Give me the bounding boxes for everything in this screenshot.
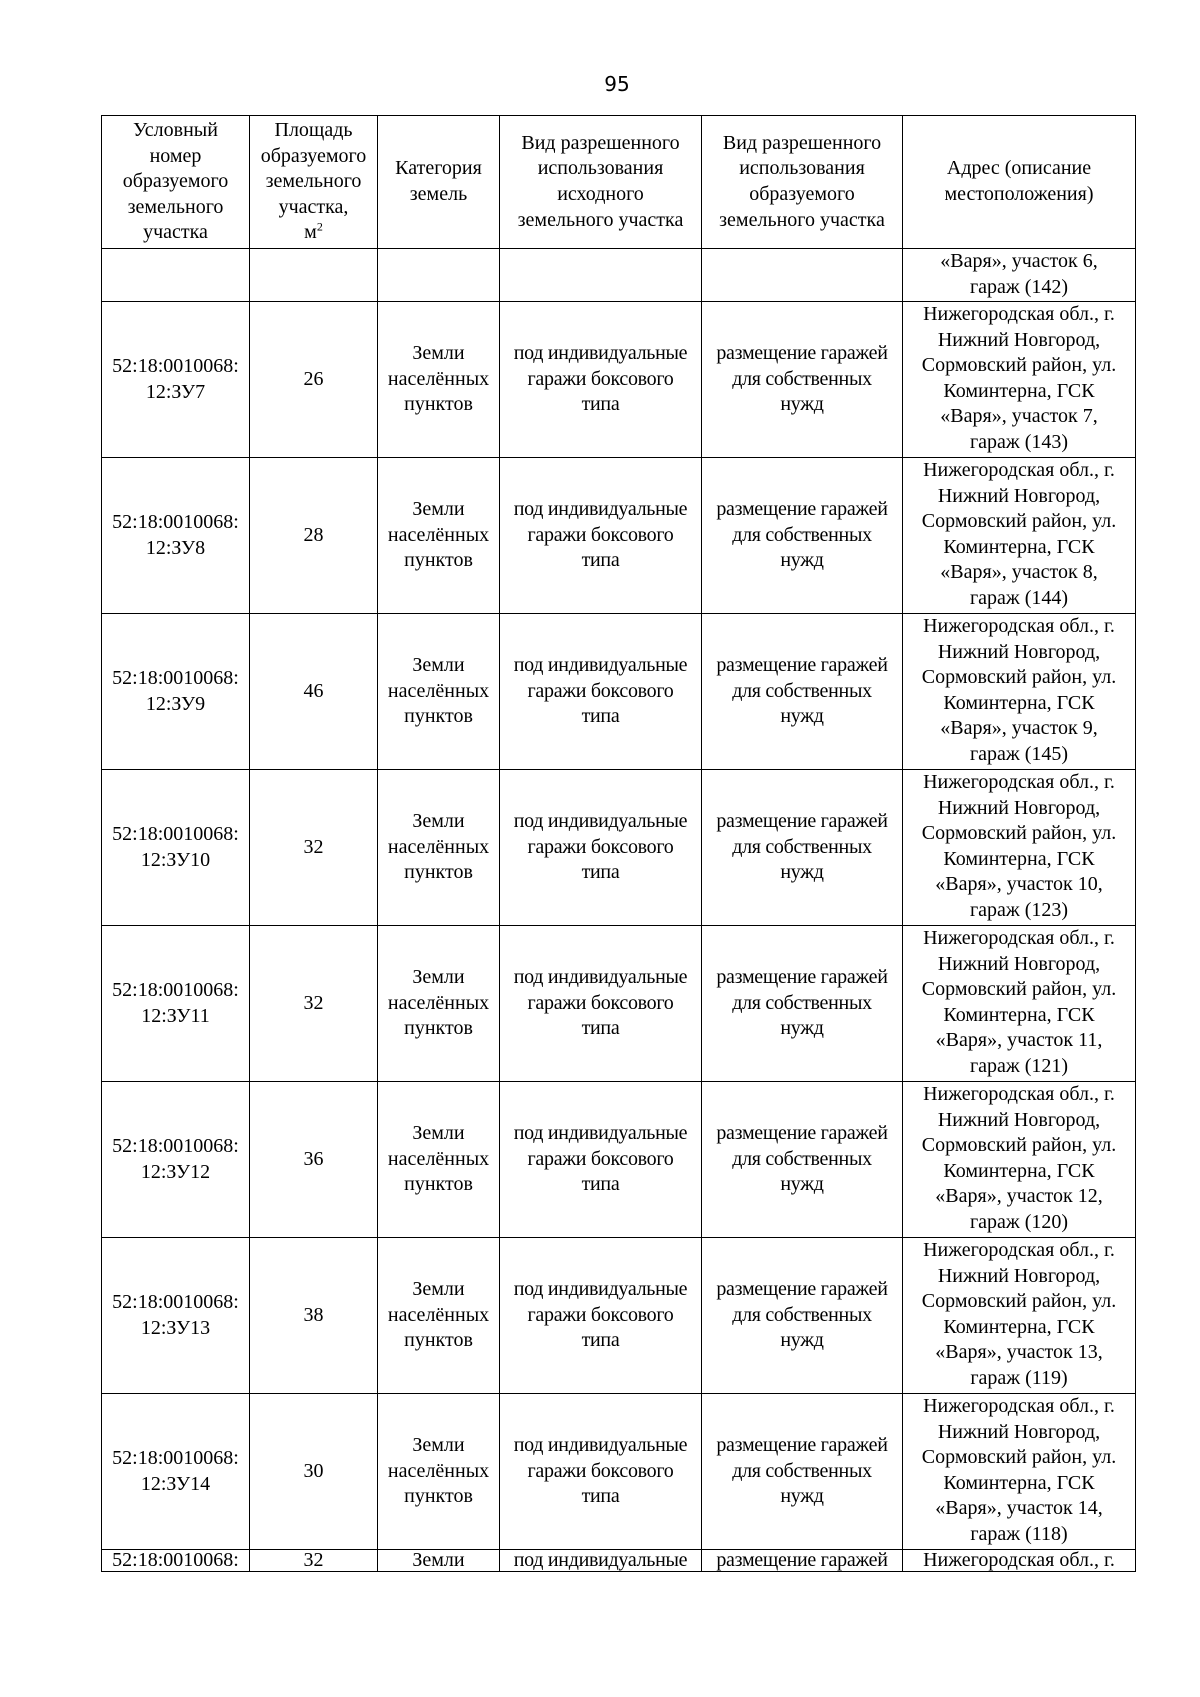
table-row xyxy=(102,1238,1136,1394)
area-unit: м xyxy=(304,221,317,244)
cell-plot-number: 52:18:0010068: 12:ЗУ12 xyxy=(102,1082,250,1238)
table-row xyxy=(102,1082,1136,1238)
cell-address: Нижегородская обл., г. Нижний Новгород, Сормовский район, ул. Коминтерна, ГСК «Варя», участок 8, гараж (144) xyxy=(903,458,1136,614)
cell-land-category: Земли населённых пунктов xyxy=(378,614,500,770)
cell-empty xyxy=(702,249,903,302)
cell-plot-number: 52:18:0010068: 12:ЗУ8 xyxy=(102,458,250,614)
cell-source-use: под индивидуальные xyxy=(500,1550,702,1572)
cell-address: Нижегородская обл., г. Нижний Новгород, Сормовский район, ул. Коминтерна, ГСК «Варя», участок 13, гараж (119) xyxy=(903,1238,1136,1394)
cell-target-use: размещение гаражей для собственных нужд xyxy=(702,770,903,926)
land-plots-table xyxy=(101,115,1136,1572)
cell-land-category: Земли населённых пунктов xyxy=(378,302,500,458)
table-row xyxy=(102,614,1136,770)
cell-area: 26 xyxy=(250,302,378,458)
cell-plot-number: 52:18:0010068: 12:ЗУ14 xyxy=(102,1394,250,1550)
cell-address: Нижегородская обл., г. Нижний Новгород, Сормовский район, ул. Коминтерна, ГСК «Варя», участок 9, гараж (145) xyxy=(903,614,1136,770)
header-area: Площадь образуемого земельного участка, $м^2$ xyxy=(250,116,378,249)
cell-plot-number: 52:18:0010068: 12:ЗУ9 xyxy=(102,614,250,770)
table-row xyxy=(102,770,1136,926)
cell-source-use: под индивидуальные гаражи боксового типа xyxy=(500,770,702,926)
cell-source-use: под индивидуальные гаражи боксового типа xyxy=(500,302,702,458)
table-row-partial xyxy=(102,1550,1136,1572)
cell-address: Нижегородская обл., г. Нижний Новгород, Сормовский район, ул. Коминтерна, ГСК «Варя», участок 7, гараж (143) xyxy=(903,302,1136,458)
cell-target-use: размещение гаражей для собственных нужд xyxy=(702,1238,903,1394)
cell-area: 28 xyxy=(250,458,378,614)
cell-plot-number: 52:18:0010068: 12:ЗУ10 xyxy=(102,770,250,926)
cell-area: 38 xyxy=(250,1238,378,1394)
cell-target-use: размещение гаражей для собственных нужд xyxy=(702,926,903,1082)
cell-area: 36 xyxy=(250,1082,378,1238)
cell-address: Нижегородская обл., г. Нижний Новгород, Сормовский район, ул. Коминтерна, ГСК «Варя», участок 14, гараж (118) xyxy=(903,1394,1136,1550)
cell-plot-number: 52:18:0010068: 12:ЗУ11 xyxy=(102,926,250,1082)
header-address: Адрес (описание местоположения) xyxy=(903,116,1136,249)
cell-source-use: под индивидуальные гаражи боксового типа xyxy=(500,614,702,770)
cell-area: 46 xyxy=(250,614,378,770)
area-unit-exponent: 2 xyxy=(316,219,323,234)
cell-target-use: размещение гаражей для собственных нужд xyxy=(702,458,903,614)
cell-land-category: Земли xyxy=(378,1550,500,1572)
cell-empty xyxy=(500,249,702,302)
header-target-use: Вид разрешенного использования образуемого земельного участка xyxy=(702,116,903,249)
cell-empty xyxy=(250,249,378,302)
cell-plot-number: 52:18:0010068: 12:ЗУ7 xyxy=(102,302,250,458)
cell-land-category: Земли населённых пунктов xyxy=(378,770,500,926)
cell-land-category: Земли населённых пунктов xyxy=(378,1238,500,1394)
header-land-category: Категория земель xyxy=(378,116,500,249)
cell-target-use: размещение гаражей для собственных нужд xyxy=(702,1082,903,1238)
cell-source-use: под индивидуальные гаражи боксового типа xyxy=(500,1394,702,1550)
cell-empty xyxy=(102,249,250,302)
table-row xyxy=(102,302,1136,458)
cell-address: Нижегородская обл., г. xyxy=(903,1550,1136,1572)
cell-target-use: размещение гаражей для собственных нужд xyxy=(702,1394,903,1550)
cell-area: 32 xyxy=(250,770,378,926)
cell-address: Нижегородская обл., г. Нижний Новгород, Сормовский район, ул. Коминтерна, ГСК «Варя», участок 12, гараж (120) xyxy=(903,1082,1136,1238)
cell-empty xyxy=(378,249,500,302)
cell-land-category: Земли населённых пунктов xyxy=(378,1082,500,1238)
cell-source-use: под индивидуальные гаражи боксового типа xyxy=(500,1238,702,1394)
cell-target-use: размещение гаражей для собственных нужд xyxy=(702,614,903,770)
continuation-row xyxy=(102,249,1136,302)
cell-plot-number: 52:18:0010068: 12:ЗУ13 xyxy=(102,1238,250,1394)
cell-area: 30 xyxy=(250,1394,378,1550)
cell-plot-number: 52:18:0010068: xyxy=(102,1550,250,1572)
cell-land-category: Земли населённых пунктов xyxy=(378,926,500,1082)
cell-address: «Варя», участок 6, гараж (142) xyxy=(903,249,1136,302)
cell-land-category: Земли населённых пунктов xyxy=(378,458,500,614)
cell-area: 32 xyxy=(250,926,378,1082)
cell-source-use: под индивидуальные гаражи боксового типа xyxy=(500,1082,702,1238)
table-row xyxy=(102,1394,1136,1550)
header-source-use: Вид разрешенного использования исходного земельного участка xyxy=(500,116,702,249)
cell-source-use: под индивидуальные гаражи боксового типа xyxy=(500,926,702,1082)
table-row xyxy=(102,926,1136,1082)
cell-land-category: Земли населённых пунктов xyxy=(378,1394,500,1550)
cell-source-use: под индивидуальные гаражи боксового типа xyxy=(500,458,702,614)
cell-address: Нижегородская обл., г. Нижний Новгород, Сормовский район, ул. Коминтерна, ГСК «Варя», участок 11, гараж (121) xyxy=(903,926,1136,1082)
table-header-row xyxy=(102,116,1136,249)
table-row xyxy=(102,458,1136,614)
header-plot-number: Условный номер образуемого земельного участка xyxy=(102,116,250,249)
cell-area: 32 xyxy=(250,1550,378,1572)
page-number: 95 xyxy=(604,72,630,96)
cell-address: Нижегородская обл., г. Нижний Новгород, Сормовский район, ул. Коминтерна, ГСК «Варя», участок 10, гараж (123) xyxy=(903,770,1136,926)
cell-target-use: размещение гаражей xyxy=(702,1550,903,1572)
cell-target-use: размещение гаражей для собственных нужд xyxy=(702,302,903,458)
